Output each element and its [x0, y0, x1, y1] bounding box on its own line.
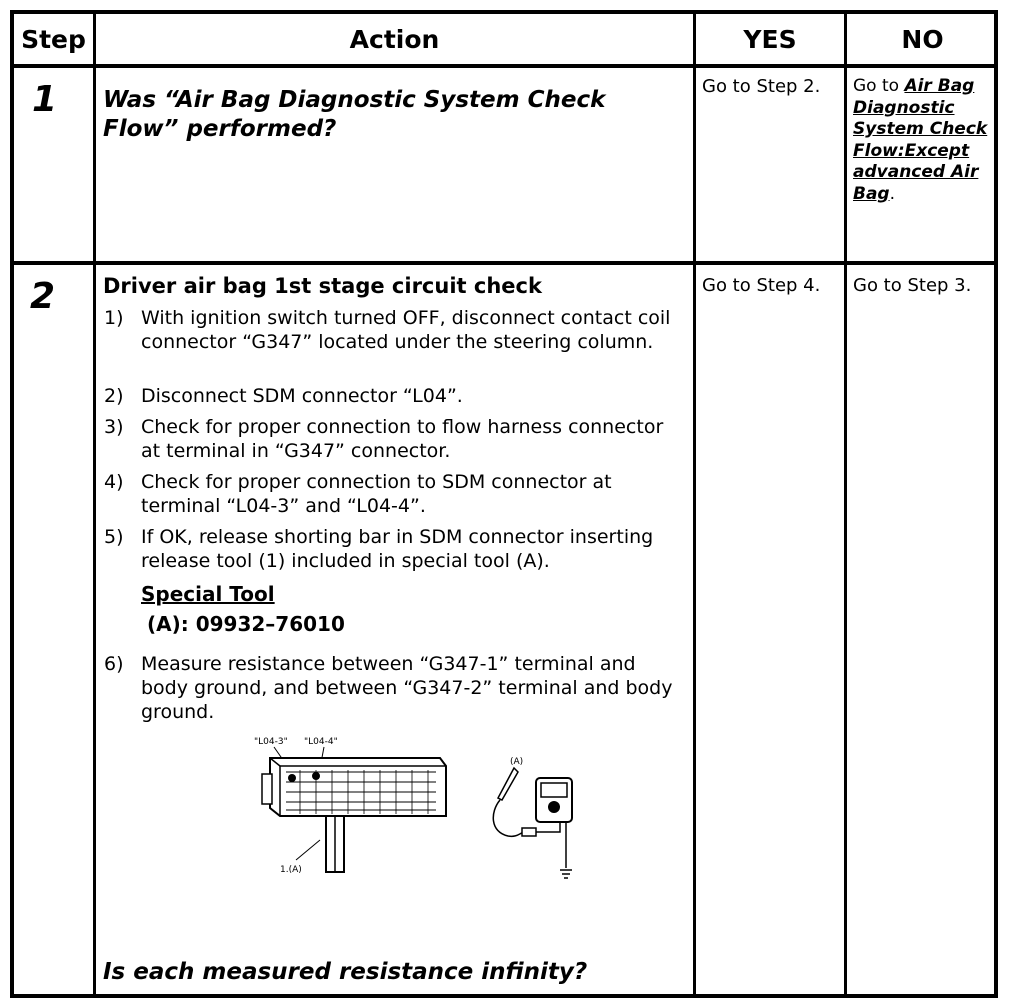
item-number: 2) — [104, 385, 124, 407]
item-text: Disconnect SDM connector “L04”. — [141, 385, 463, 407]
item-text: Check for proper connection to SDM connector at terminal “L04-3” and “L04-4”. — [141, 471, 612, 517]
no-action — [853, 76, 993, 205]
item-number: 1) — [104, 307, 124, 329]
step-title: Driver air bag 1st stage circuit check — [103, 274, 542, 298]
yes-action: Go to Step 4. — [702, 275, 821, 296]
no-action-suffix: . — [889, 183, 896, 204]
ohmmeter-drawing — [493, 768, 572, 878]
header-step: Step — [21, 24, 86, 54]
item-text: With ignition switch turned OFF, disconnect contact coil connector “G347” located under the steering column. — [141, 307, 671, 353]
step-question: Is each measured resistance infinity? — [103, 959, 588, 985]
column-divider — [93, 14, 96, 994]
step-number: 2 — [30, 276, 56, 317]
row-divider — [14, 64, 994, 68]
diagnostic-table — [10, 10, 998, 998]
item-text: Measure resistance between “G347-1” terminal and body ground, and between “G347-2” terminal and body ground. — [141, 653, 673, 723]
connector-meter-figure — [240, 732, 580, 882]
label-l04-4: "L04-4" — [304, 737, 338, 747]
step-number: 1 — [32, 79, 58, 120]
diagnostic-flow-link[interactable]: Air Bag Diagnostic System Check Flow:Except advanced Air Bag — [853, 76, 988, 204]
header-yes: YES — [743, 24, 797, 54]
yes-action: Go to Step 2. — [702, 76, 821, 97]
header-action: Action — [349, 24, 440, 54]
item-number: 3) — [104, 416, 124, 438]
item-text: Check for proper connection to flow harness connector at terminal in “G347” connector. — [141, 416, 664, 462]
label-special-tool: (A) — [510, 757, 524, 767]
header-no: NO — [901, 24, 944, 54]
no-action: Go to Step 3. — [853, 275, 972, 296]
label-l04-3: "L04-3" — [254, 737, 288, 747]
no-action-prefix: Go to — [853, 76, 905, 96]
special-tool-title: Special Tool — [141, 582, 275, 606]
column-divider — [693, 14, 696, 994]
column-divider — [844, 14, 847, 994]
label-release-tool: 1.(A) — [280, 865, 302, 875]
step-question: Was “Air Bag Diagnostic System Check Flow” performed? — [103, 87, 606, 142]
item-text: If OK, release shorting bar in SDM connector inserting release tool (1) included in special tool (A). — [141, 526, 654, 572]
item-number: 6) — [104, 653, 124, 675]
sdm-connector-drawing — [262, 758, 446, 872]
special-tool-code: (A): 09932–76010 — [147, 612, 345, 636]
row-divider — [14, 261, 994, 265]
item-number: 5) — [104, 526, 124, 548]
item-number: 4) — [104, 471, 124, 493]
